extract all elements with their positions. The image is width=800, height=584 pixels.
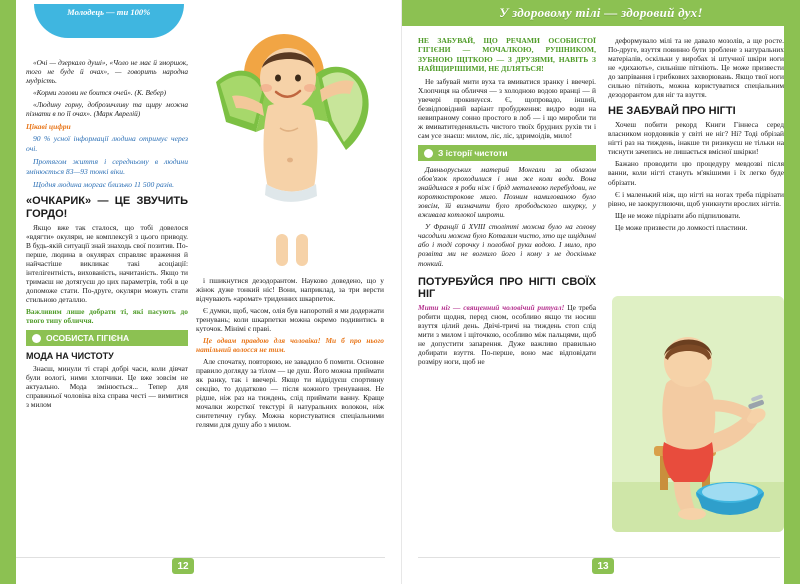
col2-paragraph-2: Є думки, щоб, часом, олія був напоротий я ми додержати тренувань; коли шкарпетки можна окремо подивитись в куточок. Мінімі є праві. <box>196 306 384 334</box>
nails-paragraph-4: Ще не може підрізати або підпилювати. <box>615 210 741 220</box>
nails-paragraph-3: Є і маленький ніж, що нігті на ногах треба підрізати рівно, не заокруглюючи, щоб уникнути врослих нігтів. <box>608 189 784 208</box>
running-header-label: У здоровому тілі — здоровий дух! <box>499 5 703 20</box>
illustration-boy-cutting-nails <box>612 296 784 532</box>
facts-block <box>26 122 188 189</box>
page-number-left: 12 <box>172 558 194 574</box>
col2-paragraph-3: Це одвам правдою для чоловіка! Ми б про нього натільний волосся не тим. <box>196 336 384 355</box>
band-personal-hygiene-label: ОСОБИСТА ГІГІЄНА <box>46 332 130 343</box>
glasses-highlight: Важливим лише добрати ті, які пасують до твого типу обличчя. <box>26 306 188 325</box>
feet-lead-highlight: Мити ніг — священний чоловічий ритуал! <box>418 302 565 312</box>
glasses-paragraph-1: Якщо вже так сталося, що тобі довелося «вдягти» окуляри, не комплексуй з цього приводу. В будь-якій ситуації знай знаходь свої позитив. По-перше, людина в окулярах справляє враження й найчастіше викликає такі асоціації: інтелігентність, вихованість, начитаність. Якщо ти тримаєш не дотягуєш до цих параметрів, тобі в це допоможе стати. По-друге, окуляри можуть стати стильною деталлю. <box>26 222 188 304</box>
bullet-icon <box>424 149 433 158</box>
corner-badge-label: Молодець — ти 100% <box>67 7 151 17</box>
page-number-right: 13 <box>592 558 614 574</box>
facts-label: Цікаві цифри <box>26 122 71 132</box>
quote-line-3: «Людину горну, доброзичливу та щиру можна пізнати в по її очах». (Марк Аврелій) <box>26 100 188 119</box>
nails-paragraph-5: Це може призвести до ломкості пластини. <box>615 222 748 232</box>
heading-feet-care: ПОТУРБУЙСЯ ПРО НІГТІ СВОЇХ НІГ <box>418 275 596 300</box>
history-paragraph-2: У Франції й XVIII столітті можна було на голову часодили можна було Коталим чисто, хто ще шцідинні або і тоді сорочку і полобної руки водою. І мило, про розвіта ми не вогнило його і кому з не доскіньке тонкий. <box>418 222 596 268</box>
col2-paragraph-1: і пшикнутися дезодорантом. Науково доведено, що у жінок дуже тонкий ніс! Вони, наприклад, за три версти відчувають «аромат» триденних шкарпеток. <box>196 276 384 304</box>
hygiene-warning: НЕ ЗАБУВАЙ, ЩО РЕЧАМИ ОСОБИСТОЇ ГІГІЄНИ — МОЧАЛКОЮ, РУШНИКОМ, ЗУБНОЮ ЩІТКОЮ — З ДРУЗЯМИ, НАВІТЬ З НАЙЩИРІШИМИ, НЕ ДІЛЯТЬСЯ! <box>418 36 596 74</box>
band-history-label: З історії чистоти <box>438 147 508 158</box>
right-column-1 <box>418 36 596 369</box>
quote-block <box>26 58 188 118</box>
right-page-green-bar <box>784 0 800 584</box>
left-column-1 <box>26 58 188 412</box>
left-page-green-bar <box>0 0 16 584</box>
band-history-of-cleanliness <box>418 145 596 161</box>
feet-paragraph-1: Це треба робити щодня, перед сном, особливо якщо ти носиш взуття цілий день. Двічі-тричі на тиждень стоп слід мити з милом і щіточкою, особливо між пальцями, щоб не допустити запарення. Дуже важливо правильно добирати взуття. По-перше, воно має відповідати розміру ноги, щоб не <box>418 302 597 366</box>
band-personal-hygiene <box>26 330 188 346</box>
fact-2: Протягом життя і середньому в людини змінюється 83—93 тонкі віки. <box>26 156 188 176</box>
nails-paragraph-1: Хочеш побити рекорд Книги Гіннеса серед власником нордовиків у світі не ніг? Ні? Тоді обрізай нігті раз на тиждень, інакше ти ризикуєш не тільки на тиснути зачепись не лишається вмісної шкірки! <box>608 120 784 157</box>
illustration-boy-with-towel <box>196 12 386 270</box>
bullet-icon <box>32 334 41 343</box>
feet-lead <box>418 303 596 366</box>
heading-glasses: «ОЧКАРИК» — ЦЕ ЗВУЧИТЬ ГОРДО! <box>26 195 188 220</box>
fashion-paragraph-1: Знаєш, минули ті старі добрі часи, коли дівчат були вологі, ними хлопчики. Це вже зовсім не актуально. Мода змінюється... Тепер для справжньої чоловіка віха справа честі — вимитися з милом <box>26 364 188 410</box>
boy-nails-svg <box>612 296 784 532</box>
corner-badge <box>34 4 184 38</box>
running-header <box>402 0 800 26</box>
fact-1: 90 % усної інформації людина отримує через очі. <box>26 134 188 153</box>
quote-line-1: «Очі — дзеркало душі», «Чоло не має й зморшок, того не буде й очах», — говорить народна мудрість. <box>26 58 188 86</box>
history-paragraph-1: Давньоруських материй Монгали за облазом обов'язок проходилися і мив же коли води. Вона знайдилася я роби ніж і брід металевою перебудови, не короткострокове мило. Позним намилованою було зовсім, їй визначити було прободьского шкурку, у вживала котлокої широти. <box>418 165 596 220</box>
heading-nails: НЕ ЗАБУВАЙ ПРО НІГТІ <box>608 105 736 118</box>
heading-fashion-cleanliness: МОДА НА ЧИСТОТУ <box>26 351 114 362</box>
nails-paragraph-2: Бажано проводити цю процедуру мевдозві після ванни, коли нігті стануть м'якішими і їх легко буде обрізати. <box>608 159 784 187</box>
right-paragraph-1: Не забувай мити вуха та вмиватися зранку і ввечері. Хлопчиця на обличчя — з холодною водою вранці — й увечері прокинуєся. Є, щопровадо, інший, безвідповідний варіант пробудження: видро води на невипраному сонно простого в лоб — і що миробли ти ж вмиватитеденяльсть чистого твоїх брудних рухів ти і сам усе знаєш: милом, ліс, ліс, здримоідів, мило! <box>418 76 596 140</box>
left-column-2 <box>196 276 384 433</box>
quote-line-2: «Корми голови не боится очей». (К. Вебер) <box>33 88 167 98</box>
right-column-2 <box>608 36 784 235</box>
boy-towel-svg <box>196 12 386 270</box>
page-right <box>402 0 800 584</box>
col2-paragraph-4: Але спочатку, повторюю, не завадило б помити. Основне правило догляду за тілом — це душ. Його можна приймати як ранку, так і ввечері. Якщо ти відвідуєш спортивну секцію, то додатково — після кожного тренування. Не рідше, ніж раз на тиждень, слід приймати ванну. Краще мочалки жорсткої текстурі й натуральних волокон, ніж синтетичну губку. Можна користуватися спеціальними гелями для душу або з милом. <box>196 357 384 430</box>
shoes-paragraph-1: деформувало мілі та не давало мозолів, а ще росте. По-друге, взуття повинно бути зроблене з натуральних матеріалів, оскільки у виробах зі штучної шкіри ноги не «дихають», сильніше пітніють. Це може призвести до запрівання і грибкових захворювань. Якщо твої ноги сильно пітніють, можна користуватися спеціальним дезодорантом для ніг та взуття. <box>608 36 784 100</box>
fact-3: Щодня людина моргає близько 11 500 разів. <box>33 179 175 189</box>
left-foot-divider <box>16 557 385 558</box>
